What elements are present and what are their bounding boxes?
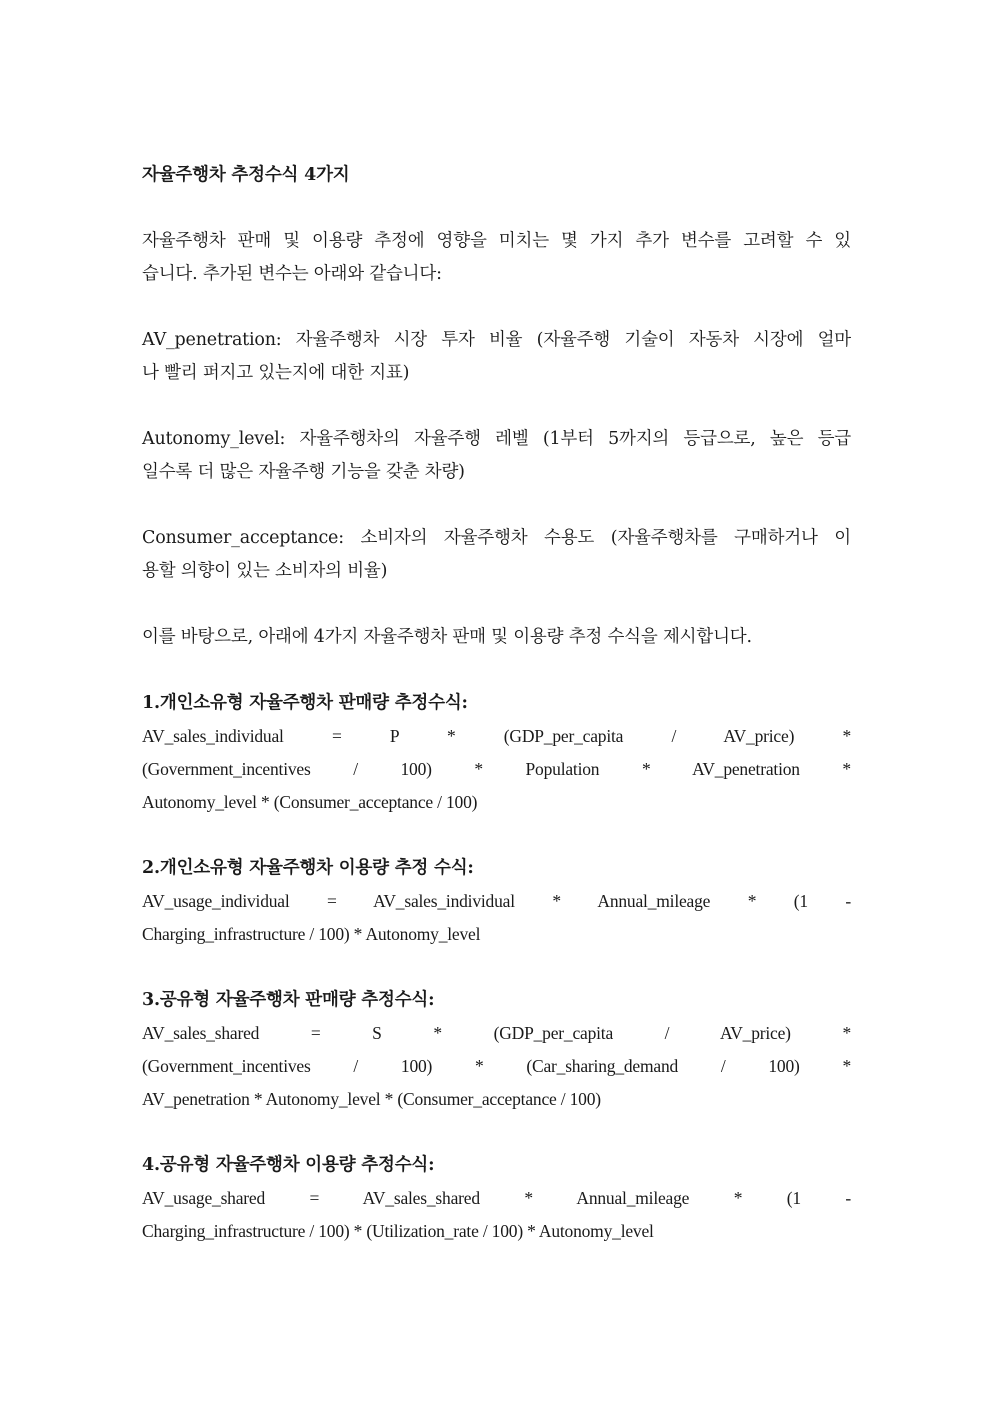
document-title: 자율주행차 추정수식 4가지 — [142, 165, 350, 185]
formula-line: AV_usage_individual = AV_sales_individual * Annual_mileage * (1 - — [142, 891, 851, 911]
variable-line: AV_penetration: 자율주행차 시장 투자 비율 (자율주행 기술이 자동차 시장에 얼마 — [142, 330, 851, 350]
formula-heading: 3.공유형 자율주행차 판매량 추정수식: — [142, 990, 435, 1010]
formula-line: Autonomy_level * (Consumer_acceptance / 100) — [142, 792, 478, 812]
formula-line: Charging_infrastructure / 100) * Autonomy_level — [142, 924, 481, 944]
variable-line: 일수록 더 많은 자율주행 기능을 갖춘 차량) — [142, 462, 465, 482]
intro-line: 자율주행차 판매 및 이용량 추정에 영향을 미치는 몇 가지 추가 변수를 고려할 수 있 — [142, 231, 851, 251]
formula-line: (Government_incentives / 100) * (Car_sharing_demand / 100) * — [142, 1056, 851, 1076]
formula-line: AV_sales_individual = P * (GDP_per_capita / AV_price) * — [142, 726, 851, 746]
transition-paragraph: 이를 바탕으로, 아래에 4가지 자율주행차 판매 및 이용량 추정 수식을 제시합니다. — [142, 627, 752, 647]
formula-line: AV_usage_shared = AV_sales_shared * Annual_mileage * (1 - — [142, 1188, 851, 1208]
formula-line: AV_penetration * Autonomy_level * (Consumer_acceptance / 100) — [142, 1089, 601, 1109]
variable-line: 나 빨리 퍼지고 있는지에 대한 지표) — [142, 363, 410, 383]
variable-line: 용할 의향이 있는 소비자의 비율) — [142, 561, 388, 581]
variable-line: Autonomy_level: 자율주행차의 자율주행 레벨 (1부터 5까지의 등급으로, 높은 등급 — [142, 429, 851, 449]
formula-heading: 1.개인소유형 자율주행차 판매량 추정수식: — [142, 693, 468, 713]
variable-line: Consumer_acceptance: 소비자의 자율주행차 수용도 (자율주행차를 구매하거나 이 — [142, 528, 851, 548]
formula-heading: 4.공유형 자율주행차 이용량 추정수식: — [142, 1155, 435, 1175]
formula-line: AV_sales_shared = S * (GDP_per_capita / AV_price) * — [142, 1023, 851, 1043]
formula-line: Charging_infrastructure / 100) * (Utilization_rate / 100) * Autonomy_level — [142, 1221, 654, 1241]
formula-line: (Government_incentives / 100) * Population * AV_penetration * — [142, 759, 851, 779]
intro-line: 습니다. 추가된 변수는 아래와 같습니다: — [142, 264, 442, 284]
formula-heading: 2.개인소유형 자율주행차 이용량 추정 수식: — [142, 858, 474, 878]
